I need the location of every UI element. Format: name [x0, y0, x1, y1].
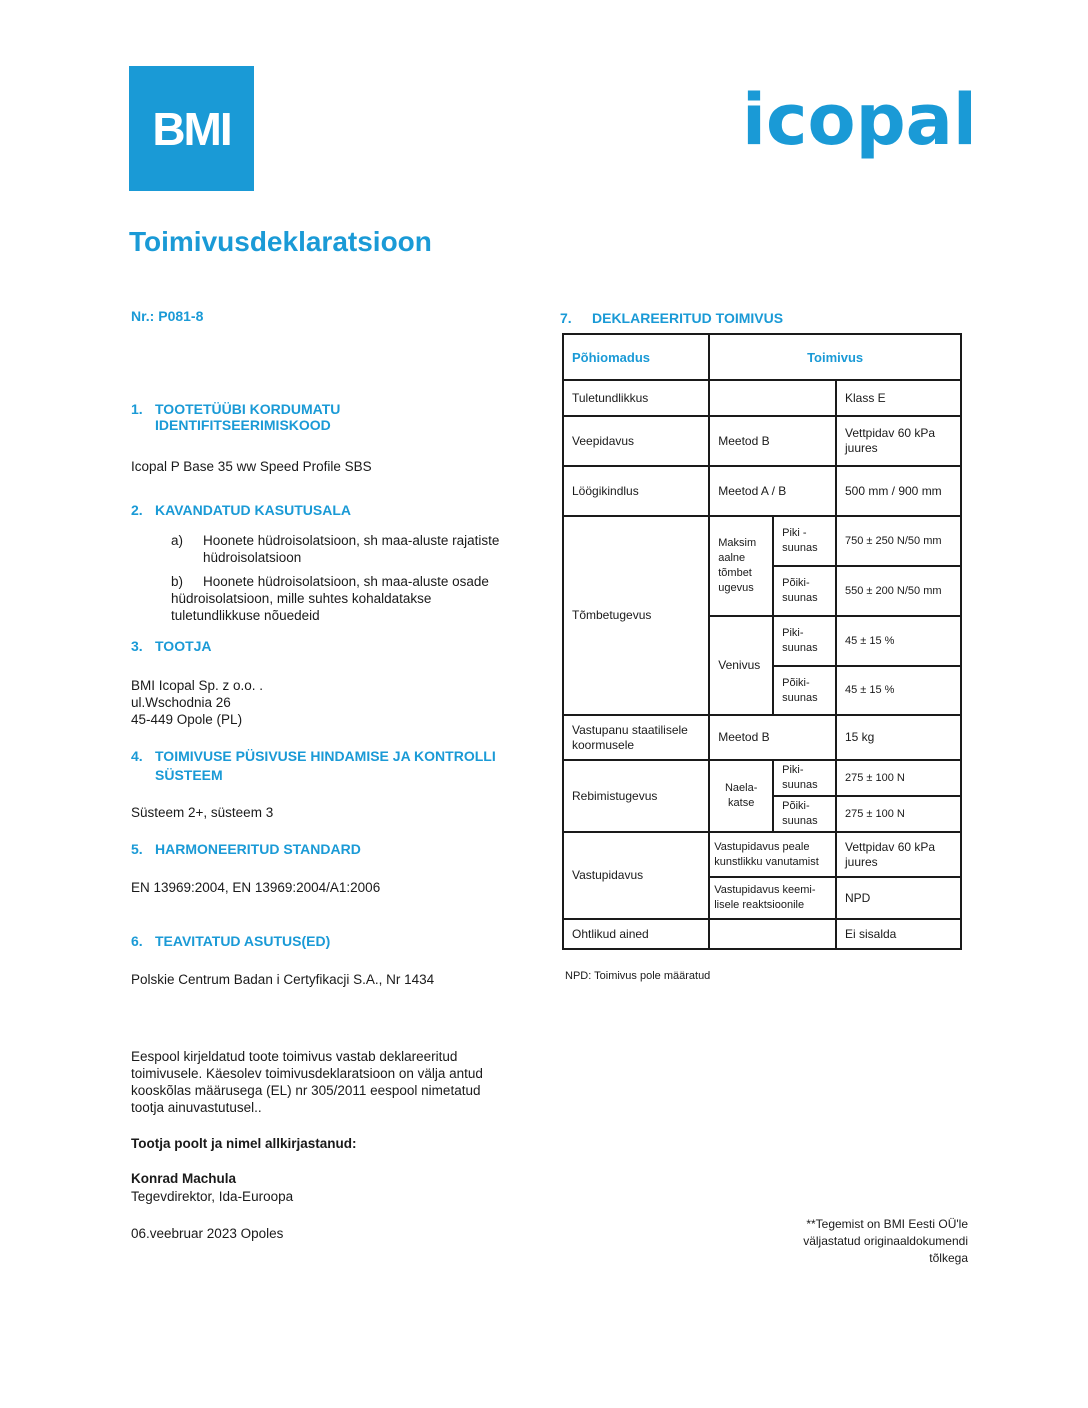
table-row: [563, 466, 961, 516]
row-method: Meetod B: [709, 715, 836, 760]
row-value: Ei sisalda: [836, 919, 961, 949]
row-value: 45 ± 15 %: [836, 616, 961, 666]
table-row: [563, 760, 961, 796]
row-label: Tuletundlikkus: [563, 380, 709, 416]
section-5-heading: 5. HARMONEERITUD STANDARD: [131, 841, 361, 857]
table-row: [563, 919, 961, 949]
bmi-logo: BMI: [129, 66, 254, 191]
performance-table: [562, 333, 962, 950]
table-row: [563, 715, 961, 760]
header-property: Põhiomadus: [563, 334, 709, 380]
harmonised-standard: EN 13969:2004, EN 13969:2004/A1:2006: [131, 880, 381, 895]
row-value: 15 kg: [836, 715, 961, 760]
header-performance: Toimivus: [709, 334, 961, 380]
row-label: Veepidavus: [563, 416, 709, 466]
durability-sub-label: Vastupidavus peale kunstlikku vanutamist: [709, 832, 836, 877]
table-row: [563, 416, 961, 466]
section-3-heading: 3. TOOTJA: [131, 638, 212, 654]
row-method: Meetod B: [709, 416, 836, 466]
elongation-label: Venivus: [709, 616, 773, 715]
row-method: Naela- katse: [709, 760, 773, 832]
durability-sub-label: Vastupidavus keemi- lisele reaktsioonile: [709, 877, 836, 919]
row-value: 275 ± 100 N: [836, 760, 961, 796]
row-value: Vettpidav 60 kPa juures: [836, 416, 961, 466]
row-label: Tõmbetugevus: [563, 516, 709, 715]
direction-label: Piki- suunas: [773, 616, 836, 666]
row-label: Vastupanu staatilisele koormusele: [563, 715, 709, 760]
signer-name: Konrad Machula: [131, 1171, 237, 1186]
npd-note: NPD: Toimivus pole määratud: [565, 970, 711, 982]
direction-label: Piki- suunas: [773, 760, 836, 796]
section-7-heading: 7. DEKLAREERITUD TOIMIVUS: [560, 310, 784, 326]
section-6-heading: 6. TEAVITATUD ASUTUS(ED): [131, 933, 331, 949]
translation-note: **Tegemist on BMI Eesti OÜ'le väljastatud originaaldokumendi tõlkega: [803, 1217, 968, 1265]
section-2-heading: 2. KAVANDATUD KASUTUSALA: [131, 502, 351, 518]
row-value: Vettpidav 60 kPa juures: [836, 832, 961, 877]
direction-label: Piki - suunas: [773, 516, 836, 566]
signed-by-label: Tootja poolt ja nimel allkirjastanud:: [131, 1136, 357, 1151]
intended-use-b: b) Hoonete hüdroisolatsioon, sh maa-aluste osade hüdroisolatsioon, mille suhtes kohaldatakse tuletundlikkuse nõuedeid: [171, 574, 489, 623]
notified-body: Polskie Centrum Badan i Certyfikacji S.A., Nr 1434: [131, 972, 435, 987]
tensile-max-label: Maksim aalne tõmbet ugevus: [709, 516, 773, 616]
intended-use-a: a) Hoonete hüdroisolatsioon, sh maa-aluste rajatiste hüdroisolatsioon: [171, 533, 500, 565]
row-label: Löögikindlus: [563, 466, 709, 516]
table-row: [563, 516, 961, 566]
table-row: [563, 380, 961, 416]
row-value: 45 ± 15 %: [836, 666, 961, 715]
page-title: Toimivusdeklaratsioon: [129, 226, 432, 257]
signer-role: Tegevdirektor, Ida-Euroopa: [131, 1189, 294, 1204]
row-label: Ohtlikud ained: [563, 919, 709, 949]
avcp-system: Süsteem 2+, süsteem 3: [131, 805, 274, 820]
direction-label: Põiki- suunas: [773, 566, 836, 616]
row-value: 275 ± 100 N: [836, 796, 961, 832]
row-value: NPD: [836, 877, 961, 919]
row-value: Klass E: [836, 380, 961, 416]
section-1-heading: 1. TOOTETÜÜBI KORDUMATU IDENTIFITSEERIMISKOOD: [131, 401, 341, 433]
row-label: Vastupidavus: [563, 832, 709, 919]
declaration-statement: Eespool kirjeldatud toote toimivus vastab deklareeritud toimivusele. Käesolev toimivusdeklaratsioon on välja antud kooskõlas määrusega (EL) nr 305/2011 eespool nimetatud tootja ainuvastutusel..: [131, 1049, 483, 1115]
section-4-heading: 4. TOIMIVUSE PÜSIVUSE HINDAMISE JA KONTROLLI SÜSTEEM: [131, 748, 496, 783]
product-name: Icopal P Base 35 ww Speed Profile SBS: [131, 459, 372, 474]
direction-label: Põiki- suunas: [773, 796, 836, 832]
row-label: Rebimistugevus: [563, 760, 709, 832]
row-method: Meetod A / B: [709, 466, 836, 516]
date-place: 06.veebruar 2023 Opoles: [131, 1226, 284, 1241]
row-value: 550 ± 200 N/50 mm: [836, 566, 961, 616]
row-value: 750 ± 250 N/50 mm: [836, 516, 961, 566]
table-row: [563, 832, 961, 877]
row-value: 500 mm / 900 mm: [836, 466, 961, 516]
manufacturer-address: BMI Icopal Sp. z o.o. . ul.Wschodnia 26 45-449 Opole (PL): [131, 678, 264, 727]
document-number: Nr.: P081-8: [131, 308, 204, 324]
direction-label: Põiki- suunas: [773, 666, 836, 715]
icopal-logo: icopal: [742, 79, 977, 161]
